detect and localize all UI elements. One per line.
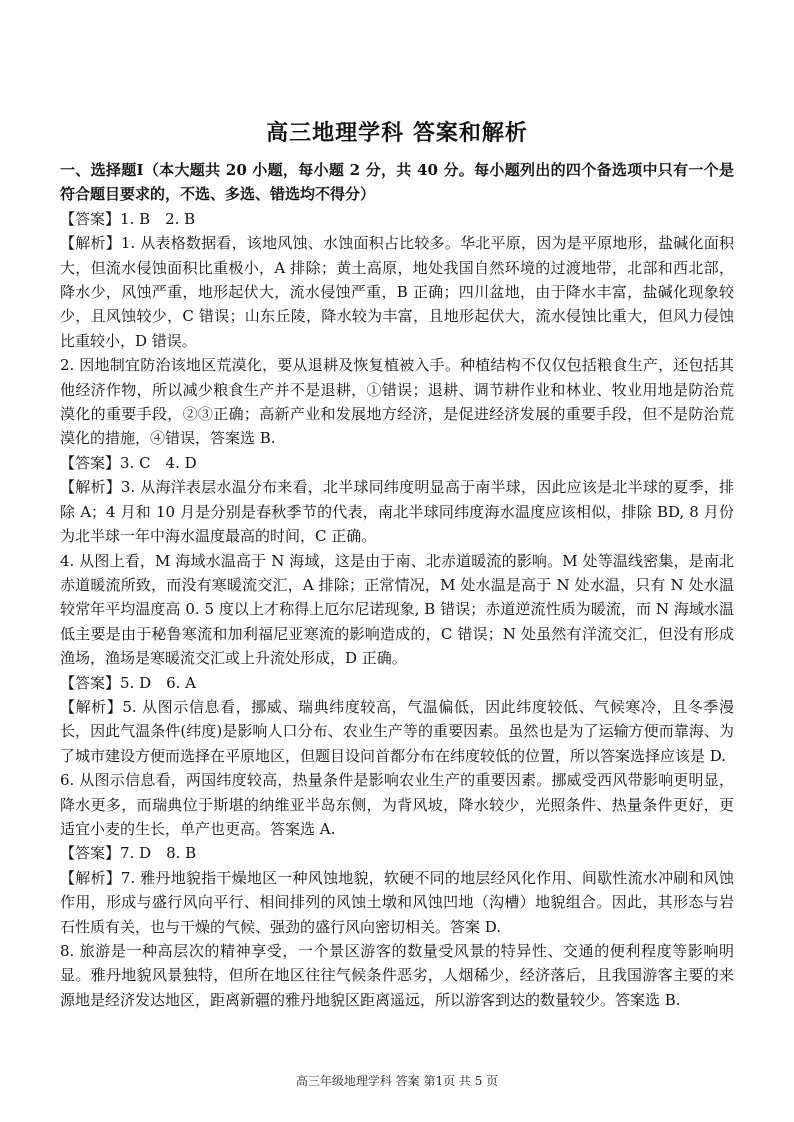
analysis-7: 【解析】7. 雅丹地貌指干燥地区一种风蚀地貌，软硬不同的地层经风化作用、间歇性流水冲刷和风蚀作用，形成与盛行风向平行、相间排列的风蚀土墩和风蚀凹地（沟槽）地貌组合。因此，其形态与岩石性质有关，也与干燥的气候、强劲的盛行风向密切相关。答案 D. <box>60 868 734 936</box>
page-title: 高三地理学科 答案和解析 <box>266 120 528 146</box>
analysis-8: 8. 旅游是一种高层次的精神享受，一个景区游客的数量受风景的特异性、交通的便利程度等影响明显。雅丹地貌风景独特，但所在地区往往气候条件恶劣，人烟稀少，经济落后，且我国游客主要的来源地是经济发达地区，距离新疆的雅丹地貌区距离遥远，所以游客到达的数量较少。答案选 B. <box>60 942 734 1009</box>
page-footer: 高三年级地理学科 答案 第1页 共 5 页 <box>295 1074 499 1088</box>
analysis-2: 2. 因地制宜防治该地区荒漠化，要从退耕及恢复植被入手。种植结构不仅仅包括粮食生产，还包括其他经济作物，所以减少粮食生产并不是退耕，①错误；退耕、调节耕作业和林业、牧业用地是防治荒漠化的重要手段，②③正确；高新产业和发展地方经济，是促进经济发展的重要手段，但不是防治荒漠化的措施，④错误，答案选 B. <box>60 356 734 448</box>
analysis-6: 6. 从图示信息看，两国纬度较高，热量条件是影响农业生产的重要因素。挪威受西风带影响更明显，降水更多，而瑞典位于斯堪的纳维亚半岛东侧，为背风坡，降水较少，光照条件、热量条件更好，更适宜小麦的生长，单产也更高。答案选 A. <box>60 771 734 838</box>
analysis-3: 【解析】3. 从海洋表层水温分布来看，北半球同纬度明显高于南半球，因此应该是北半球的夏季，排除 A；4 月和 10 月是分别是春秋季节的代表，南北半球同纬度海水温度应该相似，排除 BD, 8 月份为北半球一年中海水温度最高的时间，C 正确。 <box>60 478 734 546</box>
analysis-5: 【解析】5. 从图示信息看，挪威、瑞典纬度较高，气温偏低，因此纬度较低、气候寒冷，且冬季漫长，因此气温条件(纬度)是影响人口分布、农业生产等的重要因素。虽然也是为了运输方便而靠海、为了城市建设方便而选择在平原地区，但题目设问首都分布在纬度较低的位置，所以答案选择应该是 D. <box>60 697 734 765</box>
answer-3-4: 【答案】3. C 4. D <box>60 453 197 472</box>
analysis-1: 【解析】1. 从表格数据看，该地风蚀、水蚀面积占比较多。华北平原，因为是平原地形，盐碱化面积大，但流水侵蚀面积比重极小，A 排除；黄土高原，地处我国自然环境的过渡地带，北部和西北部，降水少，风蚀严重，地形起伏大，流水侵蚀严重，B 正确；四川盆地，由于降水丰富，盐碱化现象较少，且风蚀较少，C 错误；山东丘陵，降水较为丰富，且地形起伏大，流水侵蚀比重大，但风力侵蚀比重较小，D 错误。 <box>60 234 734 350</box>
analysis-4: 4. 从图上看，M 海域水温高于 N 海域，这是由于南、北赤道暖流的影响。M 处等温线密集，是南北赤道暖流所致，而没有寒暖流交汇，A 排除；正常情况，M 处水温是高于 N 处水温，只有 N 处水温较常年平均温度高 0. 5 度以上才称得上厄尔尼诺现象, B 错误；赤道逆流性质为暖流，而 N 海域水温低主要是由于秘鲁寒流和加利福尼亚寒流的影响造成的，C 错误；N 处虽然有洋流交汇，但没有形成渔场，渔场是寒暖流交汇或上升流处形成，D 正确。 <box>60 551 734 668</box>
section-heading: 一、选择题Ⅰ（本大题共 20 小题，每小题 2 分，共 40 分。每小题列出的四个备选项中只有一个是符合题目要求的，不选、多选、错选均不得分） <box>60 161 734 204</box>
answer-1-2: 【答案】1. B 2. B <box>60 209 196 228</box>
answer-7-8: 【答案】7. D 8. B <box>60 844 197 863</box>
answer-5-6: 【答案】5. D 6. A <box>60 673 197 692</box>
page-content <box>60 158 734 1012</box>
